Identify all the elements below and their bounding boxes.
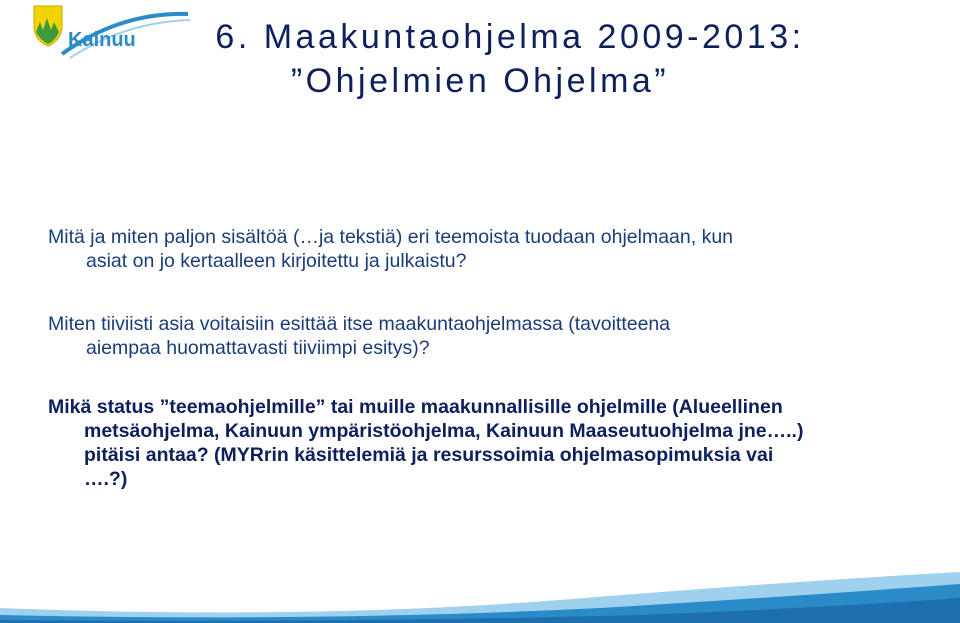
logo-text: Kainuu [68, 29, 136, 51]
question-paragraph-1 [48, 225, 928, 273]
coat-of-arms-icon [34, 6, 62, 46]
question-paragraph-2 [48, 312, 928, 360]
question-paragraph-3 [48, 395, 928, 491]
paragraph-line: aiempaa huomattavasti tiiviimpi esitys)? [86, 337, 430, 359]
paragraph-line: metsäohjelma, Kainuun ympäristöohjelma, Kainuun Maaseutuohjelma jne…..) [84, 420, 804, 442]
paragraph-line: pitäisi antaa? (MYRrin käsittelemiä ja resurssoimia ohjelmasopimuksia vai [84, 444, 774, 466]
slide-subtitle: ”Ohjelmien Ohjelma” [290, 62, 670, 100]
slide-title: 6. Maakuntaohjelma 2009-2013: [215, 18, 805, 56]
paragraph-line: Mitä ja miten paljon sisältöä (…ja tekstiä) eri teemoista tuodaan ohjelmaan, kun [48, 226, 734, 248]
paragraph-line: Miten tiiviisti asia voitaisiin esittää itse maakuntaohjelmassa (tavoitteena [48, 313, 671, 335]
decorative-waves [0, 560, 960, 623]
paragraph-line: Mikä status ”teemaohjelmille” tai muille maakunnallisille ohjelmille (Alueellinen [48, 396, 783, 418]
paragraph-line: asiat on jo kertaalleen kirjoitettu ja julkaistu? [86, 250, 467, 272]
paragraph-line: ….?) [84, 468, 128, 490]
